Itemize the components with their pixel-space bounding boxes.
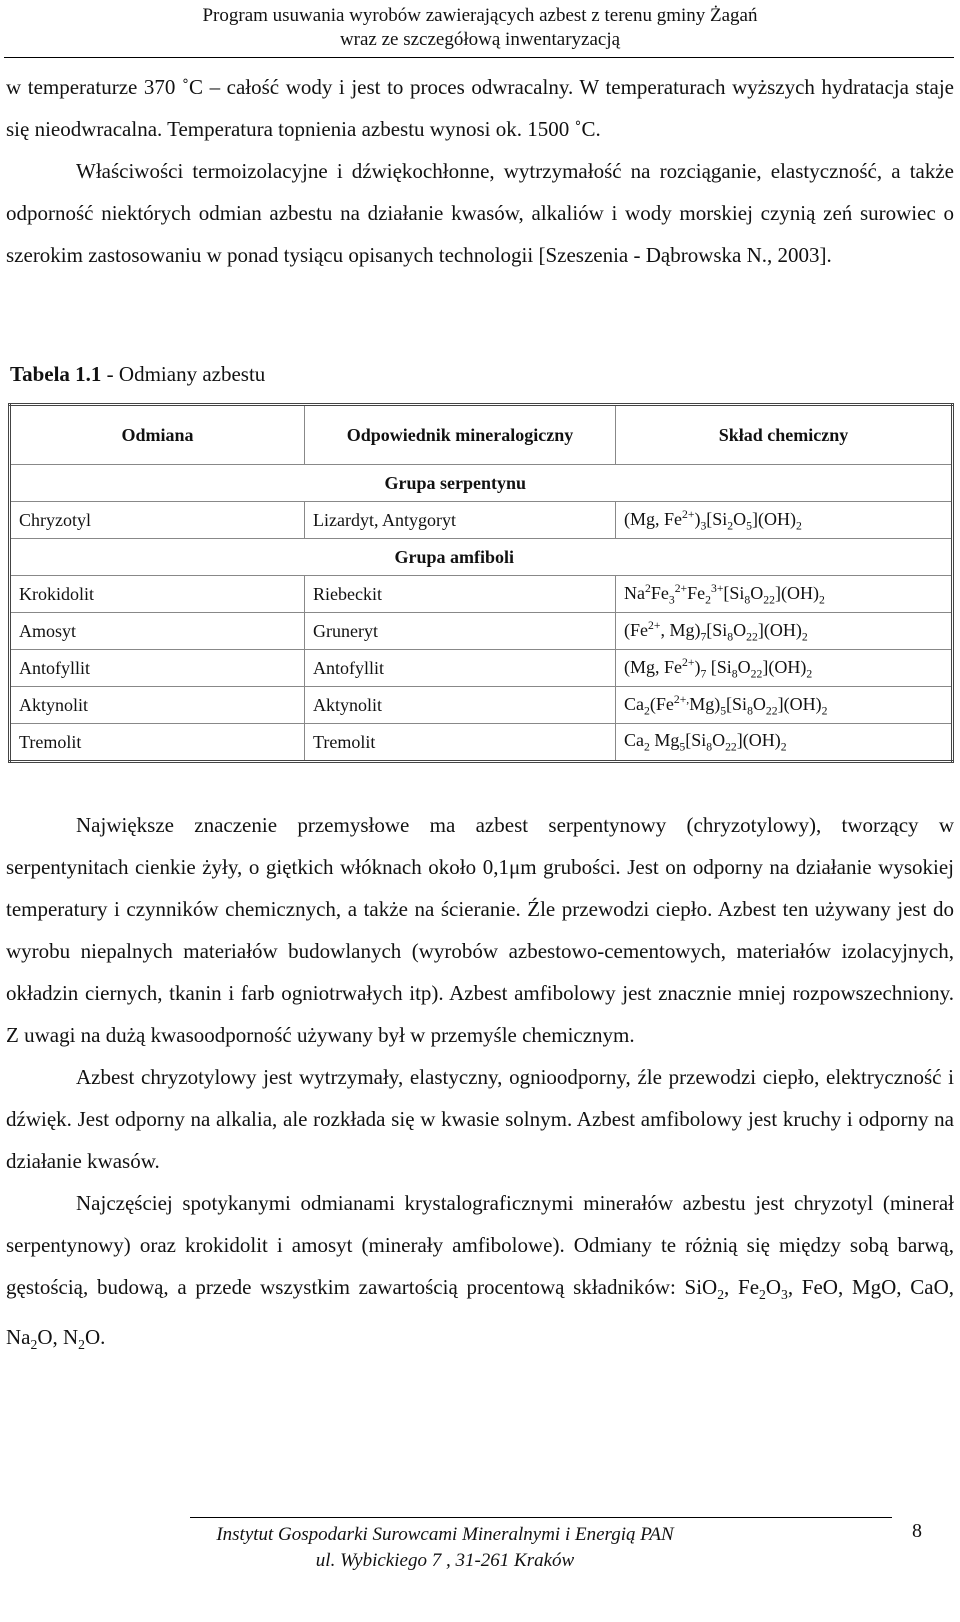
cell-name: Tremolit — [10, 724, 305, 762]
paragraph-3: Największe znaczenie przemysłowe ma azbest serpentynowy (chryzotylowy), tworzący w serpentynitach cienkie żyły, o giętkich włóknach około 0,1μm grubości. Jest on odporny na działanie wysokiej temperatury i czynników chemicznych, a także na ścieranie. Źle przewodzi ciepło. Azbest ten używany jest do wyrobu niepalnych materiałów budowlanych (wyrobów azbestowo-cementowych, materiałów izolacyjnych, okładzin ciernych, tkanin i farb ogniotrwałych itp). Azbest amfibolowy jest znacznie mniej rozpowszechniony. Z uwagi na dużą kwasoodporność używany był w przemyśle chemicznym. — [6, 813, 954, 1047]
table-caption-number: Tabela 1.1 — [10, 362, 102, 386]
cell-mineral: Aktynolit — [305, 687, 616, 724]
cell-formula: $Ca_2(Fe^{2+,}Mg)_5[Si_8O_{22}](OH)_2$ — [616, 687, 953, 724]
paragraph-intro — [6, 66, 954, 276]
header-line-2: wraz ze szczegółową inwentaryzacją — [339, 29, 621, 50]
cell-mineral: Gruneryt — [305, 613, 616, 650]
cell-mineral: Lizardyt, Antygoryt — [305, 502, 616, 539]
cell-formula: ($Fe^{2+}$, $Mg)_7[Si_8O_{22}](OH)_2$ — [616, 613, 953, 650]
table-group-row — [10, 539, 953, 576]
cell-mineral: Riebeckit — [305, 576, 616, 613]
page-number: 8 — [912, 1520, 922, 1542]
header-mineral: Odpowiednik mineralogiczny — [305, 405, 616, 465]
header-line-1: Program usuwania wyrobów zawierających azbest z terenu gminy Żagań — [202, 5, 758, 26]
table-row — [10, 687, 953, 724]
footer-line-1: Instytut Gospodarki Surowcami Mineralnymi i Energią PAN — [216, 1524, 674, 1545]
page-footer — [190, 1522, 700, 1574]
paragraph-body — [6, 804, 954, 1366]
paragraph-5: Najczęściej spotykanymi odmianami krystalograficznymi minerałów azbestu jest chryzotyl (minerał serpentynowy) oraz krokidolit i amosyt (minerały amfibolowe). Odmiany te różnią się między sobą barwą, gęstością, budową, a przede wszystkim zawartością procentową składników: SiO$_2$, $Fe_2O_3$, FeO, MgO, CaO, $Na_2O$, $N_2O$. — [6, 1191, 954, 1353]
cell-formula: $Na^2Fe_3^{2+}Fe_2^{3+}[Si_8O_{22}](OH)_2$ — [616, 576, 953, 613]
paragraph-2: Właściwości termoizolacyjne i dźwiękochłonne, wytrzymałość na rozciąganie, elastyczność, a także odporność niektórych odmian azbestu na działanie kwasów, alkaliów i wody morskiej czynią zeń surowiec o szerokim zastosowaniu w ponad tysiącu opisanych technologii [Szeszenia - Dąbrowska N., 2003]. — [6, 159, 954, 267]
cell-formula: (Mg, $Fe^{2+})_7$ $[Si_8O_{22}](OH)_2$ — [616, 650, 953, 687]
cell-name: Amosyt — [10, 613, 305, 650]
cell-mineral: Tremolit — [305, 724, 616, 762]
table-group-row — [10, 465, 953, 502]
header-sklad: Skład chemiczny — [616, 405, 953, 465]
cell-name: Antofyllit — [10, 650, 305, 687]
table-row — [10, 613, 953, 650]
cell-formula: (Mg, $Fe^{2+})_3[Si_2O_5](OH)_2$ — [616, 502, 953, 539]
page-header — [0, 4, 960, 52]
paragraph-4: Azbest chryzotylowy jest wytrzymały, elastyczny, ognioodporny, źle przewodzi ciepło, elektryczność i dźwięk. Jest odporny na alkalia, ale rozkłada się w kwasie solnym. Azbest amfibolowy jest kruchy i odporny na działanie kwasów. — [6, 1065, 954, 1173]
table-caption-text: - Odmiany azbestu — [101, 362, 266, 386]
table-row — [10, 502, 953, 539]
footer-rule — [190, 1517, 892, 1518]
table-row — [10, 724, 953, 762]
group-amfibol: Grupa amfiboli — [305, 539, 953, 576]
cell-mineral: Antofyllit — [305, 650, 616, 687]
table-row — [10, 650, 953, 687]
footer-line-2: ul. Wybickiego 7 , 31-261 Kraków — [315, 1550, 575, 1571]
header-rule — [4, 57, 954, 58]
table-header-row — [10, 405, 953, 465]
table-row — [10, 576, 953, 613]
cell-name: Krokidolit — [10, 576, 305, 613]
header-odmiana: Odmiana — [10, 405, 305, 465]
cell-formula: $Ca_2$ $Mg_5[Si_8O_{22}](OH)_2$ — [616, 724, 953, 762]
paragraph-1: w temperaturze 370 ˚C – całość wody i jest to proces odwracalny. W temperaturach wyższych hydratacja staje się nieodwracalna. Temperatura topnienia azbestu wynosi ok. 1500 ˚C. — [6, 75, 954, 141]
asbestos-types-table — [8, 403, 954, 763]
table-caption — [10, 362, 265, 387]
cell-name: Aktynolit — [10, 687, 305, 724]
cell-name: Chryzotyl — [10, 502, 305, 539]
group-serpentyn: Grupa serpentynu — [305, 465, 953, 502]
